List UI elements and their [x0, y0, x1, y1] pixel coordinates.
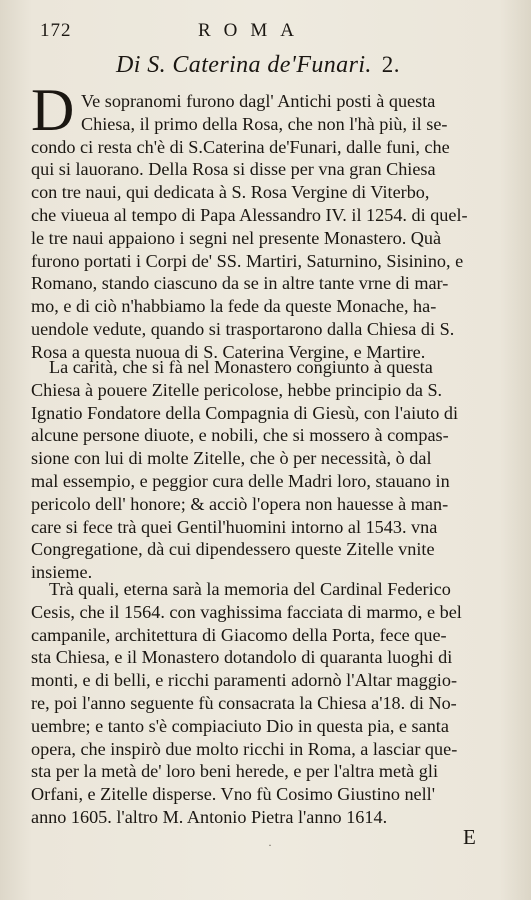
text-line: insieme.	[31, 562, 93, 583]
drop-cap: D	[31, 77, 75, 143]
paragraph-3	[31, 578, 503, 829]
text-line: uembre; e tanto s'è compiaciuto Dio in questa pia, e santa	[31, 715, 449, 736]
text-line: Chiesa à pouere Zitelle pericolose, hebbe principio da S.	[31, 379, 443, 400]
text-line: uendole vedute, quando si trasportarono dalla Chiesa di S.	[31, 318, 455, 339]
page-number: 172	[40, 20, 72, 41]
text-line: alcune persone diuote, e nobili, che si mossero à compas-	[31, 425, 449, 446]
text-line: mal essempio, e peggior cura delle Madri loro, stauano in	[31, 470, 450, 491]
text-line: Rosa a questa nuoua di S. Caterina Vergine, e Martire.	[31, 341, 426, 362]
text-line: con tre naui, qui dedicata à S. Rosa Vergine di Viterbo,	[31, 182, 430, 203]
text-line: re, poi l'anno seguente fù consacrata la Chiesa a'18. di No-	[31, 692, 457, 713]
text-line: qui si lauorano. Della Rosa si disse per vna gran Chiesa	[31, 159, 436, 180]
text-line: Orfani, e Zitelle disperse. Vno fù Cosimo Giustino nell'	[31, 784, 436, 805]
text-line: mo, e di ciò n'habbiamo la fede da queste Monache, ha-	[31, 296, 437, 317]
text-line: Ignatio Fondatore della Compagnia di Giesù, con l'aiuto di	[31, 402, 459, 423]
text-line: sta Chiesa, e il Monastero dotandolo di quaranta luoghi di	[31, 647, 453, 668]
running-title: ROMA	[198, 20, 308, 41]
text-line: le tre naui appaiono i segni nel presente Monastero. Quà	[31, 227, 442, 248]
running-head	[40, 20, 500, 46]
text-line: monti, e di belli, e ricchi paramenti adornò l'Altar maggio-	[31, 670, 458, 691]
text-line: campanile, architettura di Giacomo della Porta, fece que-	[31, 624, 447, 645]
text-line: che viueua al tempo di Papa Alessandro IV. il 1254. di quel-	[31, 204, 468, 225]
ink-speck: ·	[268, 838, 272, 852]
section-title-text: Di S. Caterina de'Funari.	[116, 52, 372, 78]
text-line: La carità, che si fà nel Monastero congiunto à questa	[49, 357, 433, 377]
text-line: care si fece trà quei Gentil'huomini intorno al 1543. vna	[31, 516, 438, 537]
text-line: Romano, stando ciascuno da se in altre tante vrne di mar-	[31, 273, 449, 294]
text-line: pericolo dell' honore; & acciò l'opera non hauesse à man-	[31, 493, 449, 514]
text-line: Cesis, che il 1564. con vaghissima facciata di marmo, e bel	[31, 601, 462, 622]
text-line: condo ci resta ch'è di S.Caterina de'Funari, dalle funi, che	[31, 136, 450, 157]
section-title	[116, 52, 400, 79]
paragraph-2	[31, 356, 503, 584]
text-line: Trà quali, eterna sarà la memoria del Cardinal Federico	[49, 579, 451, 599]
text-line: sione con lui di molte Zitelle, che ò per necessità, ò dal	[31, 448, 432, 469]
text-line: furono portati i Corpi de' SS. Martiri, Saturnino, Sisinino, e	[31, 250, 464, 271]
paragraph-1	[31, 90, 503, 364]
catchword: E	[463, 825, 476, 849]
text-line: Congregatione, dà cui dipendessero queste Zitelle vnite	[31, 539, 435, 560]
text-line: Chiesa, il primo della Rosa, che non l'hà più, il se-	[81, 113, 448, 134]
text-line: anno 1605. l'altro M. Antonio Pietra l'anno 1614.	[31, 806, 388, 827]
text-line: Ve sopranomi furono dagl' Antichi posti à questa	[81, 91, 436, 111]
text-line: sta per la metà de' loro beni herede, e per l'altra metà gli	[31, 761, 438, 782]
section-number: 2.	[381, 52, 400, 77]
text-line: opera, che inspirò due molto ricchi in Roma, a lasciar que-	[31, 738, 458, 759]
